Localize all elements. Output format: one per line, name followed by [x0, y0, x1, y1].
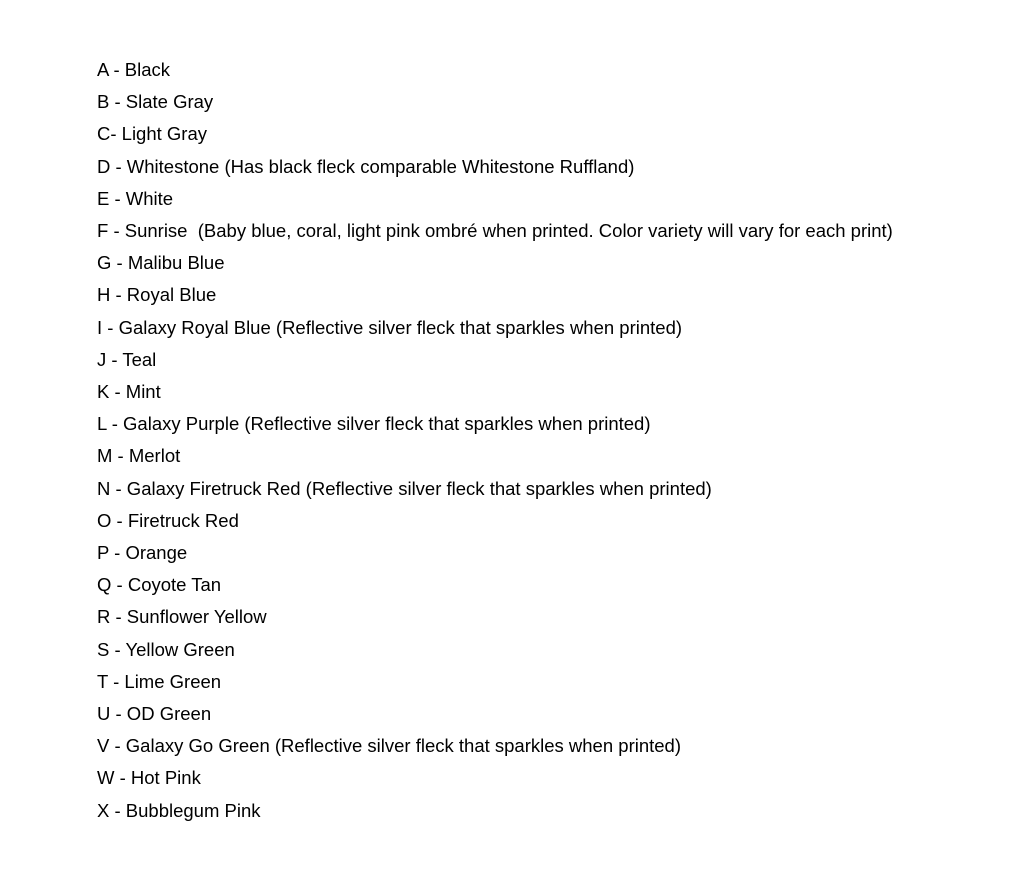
- color-option-b: B - Slate Gray: [97, 91, 214, 113]
- color-option-j: J - Teal: [97, 348, 157, 370]
- color-option-g: G - Malibu Blue: [97, 252, 225, 274]
- color-option-v: V - Galaxy Go Green (Reflective silver fleck that sparkles when printed): [97, 735, 682, 757]
- color-option-q: Q - Coyote Tan: [97, 574, 222, 596]
- color-option-n: N - Galaxy Firetruck Red (Reflective silver fleck that sparkles when printed): [97, 477, 712, 499]
- color-option-s: S - Yellow Green: [97, 638, 235, 660]
- color-option-h: H - Royal Blue: [97, 284, 217, 306]
- color-option-o: O - Firetruck Red: [97, 509, 239, 531]
- color-option-k: K - Mint: [97, 381, 161, 403]
- color-option-t: T - Lime Green: [97, 670, 222, 692]
- color-option-w: W - Hot Pink: [97, 767, 201, 789]
- color-option-e: E - White: [97, 187, 174, 209]
- color-option-m: M - Merlot: [97, 445, 181, 467]
- color-option-f: F - Sunrise (Baby blue, coral, light pink ombré when printed. Color variety will vary for each print): [97, 220, 893, 242]
- color-option-l: L - Galaxy Purple (Reflective silver fleck that sparkles when printed): [97, 413, 651, 435]
- color-option-d: D - Whitestone (Has black fleck comparable Whitestone Ruffland): [97, 155, 635, 177]
- color-option-p: P - Orange: [97, 542, 188, 564]
- color-options-list: [97, 54, 893, 827]
- color-option-u: U - OD Green: [97, 703, 212, 725]
- color-option-r: R - Sunflower Yellow: [97, 606, 267, 628]
- color-option-c: C- Light Gray: [97, 123, 208, 145]
- color-option-i: I - Galaxy Royal Blue (Reflective silver fleck that sparkles when printed): [97, 316, 683, 338]
- color-option-a: A - Black: [97, 59, 170, 80]
- color-option-x: X - Bubblegum Pink: [97, 799, 261, 821]
